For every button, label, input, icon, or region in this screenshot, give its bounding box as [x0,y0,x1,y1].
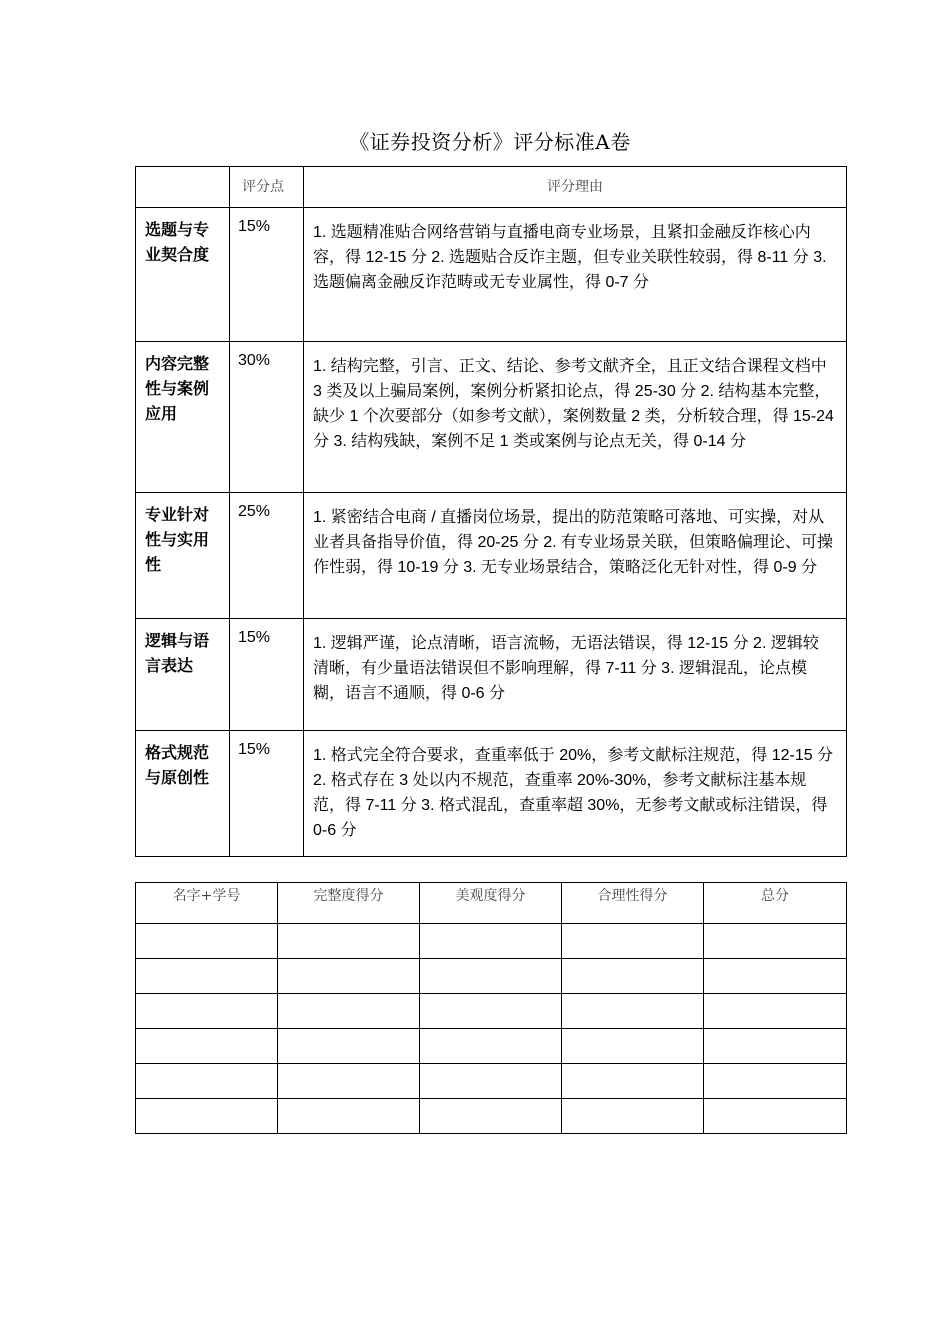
score-cell[interactable] [278,959,420,994]
score-cell[interactable] [704,1029,847,1064]
rubric-row [136,342,847,493]
rubric-header-blank [136,167,230,208]
rubric-row [136,493,847,619]
score-row [136,1064,847,1099]
score-cell[interactable] [420,1029,562,1064]
score-header-total: 总分 [704,883,847,924]
score-header-aesthetics: 美观度得分 [420,883,562,924]
rubric-row [136,731,847,857]
score-cell[interactable] [420,1064,562,1099]
score-cell[interactable] [278,924,420,959]
score-cell[interactable] [704,994,847,1029]
rubric-header-reason: 评分理由 [304,167,847,208]
score-row [136,1029,847,1064]
description-cell: 1. 紧密结合电商 / 直播岗位场景，提出的防范策略可落地、可实操，对从业者具备指导价值，得 20-25 分 2. 有专业场景关联，但策略偏理论、可操作性弱，得 10-19 分 3. 无专业场景结合，策略泛化无针对性，得 0-9 分 [304,493,847,619]
score-header-rationality: 合理性得分 [562,883,704,924]
score-row [136,994,847,1029]
score-cell[interactable] [420,924,562,959]
description-cell: 1. 逻辑严谨，论点清晰，语言流畅，无语法错误，得 12-15 分 2. 逻辑较清晰，有少量语法错误但不影响理解，得 7-11 分 3. 逻辑混乱，论点模糊，语言不通顺，得 0-6 分 [304,619,847,731]
score-cell[interactable] [136,994,278,1029]
score-row [136,959,847,994]
score-cell[interactable] [278,994,420,1029]
score-cell[interactable] [420,1099,562,1134]
rubric-header-row [136,167,847,208]
score-cell[interactable] [136,959,278,994]
score-cell[interactable] [562,1064,704,1099]
score-cell[interactable] [562,994,704,1029]
description-cell: 1. 结构完整，引言、正文、结论、参考文献齐全，且正文结合课程文档中 3 类及以上骗局案例，案例分析紧扣论点，得 25-30 分 2. 结构基本完整，缺少 1 个次要部分（如参考文献），案例数量 2 类，分析较合理，得 15-24 分 3. 结构残缺，案例不足 1 类或案例与论点无关，得 0-14 分 [304,342,847,493]
criterion-cell: 选题与专业契合度 [136,208,230,342]
score-row [136,924,847,959]
criterion-cell: 专业针对性与实用性 [136,493,230,619]
criterion-cell: 格式规范与原创性 [136,731,230,857]
weight-cell: 15% [230,208,304,342]
score-cell[interactable] [562,959,704,994]
criterion-cell: 逻辑与语言表达 [136,619,230,731]
rubric-row [136,619,847,731]
score-header-row [136,883,847,924]
description-cell: 1. 格式完全符合要求，查重率低于 20%，参考文献标注规范，得 12-15 分 2. 格式存在 3 处以内不规范，查重率 20%-30%，参考文献标注基本规范，得 7-11 分 3. 格式混乱，查重率超 30%，无参考文献或标注错误，得 0-6 分 [304,731,847,857]
weight-cell: 30% [230,342,304,493]
score-cell[interactable] [278,1029,420,1064]
rubric-header-points: 评分点 [230,167,304,208]
score-row [136,1099,847,1134]
score-cell[interactable] [136,1099,278,1134]
score-header-name-id: 名字+学号 [136,883,278,924]
weight-cell: 15% [230,619,304,731]
score-cell[interactable] [562,924,704,959]
document-title: 《证券投资分析》评分标准A卷 [349,130,631,154]
score-cell[interactable] [562,1099,704,1134]
score-cell[interactable] [562,1029,704,1064]
description-cell: 1. 选题精准贴合网络营销与直播电商专业场景，且紧扣金融反诈核心内容，得 12-15 分 2. 选题贴合反诈主题，但专业关联性较弱，得 8-11 分 3. 选题偏离金融反诈范畴或无专业属性，得 0-7 分 [304,208,847,342]
score-cell[interactable] [278,1064,420,1099]
rubric-row [136,208,847,342]
score-cell[interactable] [704,924,847,959]
score-cell[interactable] [420,959,562,994]
rubric-table [135,166,847,857]
score-cell[interactable] [136,924,278,959]
score-cell[interactable] [136,1029,278,1064]
score-cell[interactable] [704,959,847,994]
score-cell[interactable] [704,1099,847,1134]
criterion-cell: 内容完整性与案例应用 [136,342,230,493]
score-cell[interactable] [704,1064,847,1099]
weight-cell: 25% [230,493,304,619]
score-header-completeness: 完整度得分 [278,883,420,924]
score-table [135,882,847,1134]
weight-cell: 15% [230,731,304,857]
score-cell[interactable] [420,994,562,1029]
score-cell[interactable] [278,1099,420,1134]
score-cell[interactable] [136,1064,278,1099]
